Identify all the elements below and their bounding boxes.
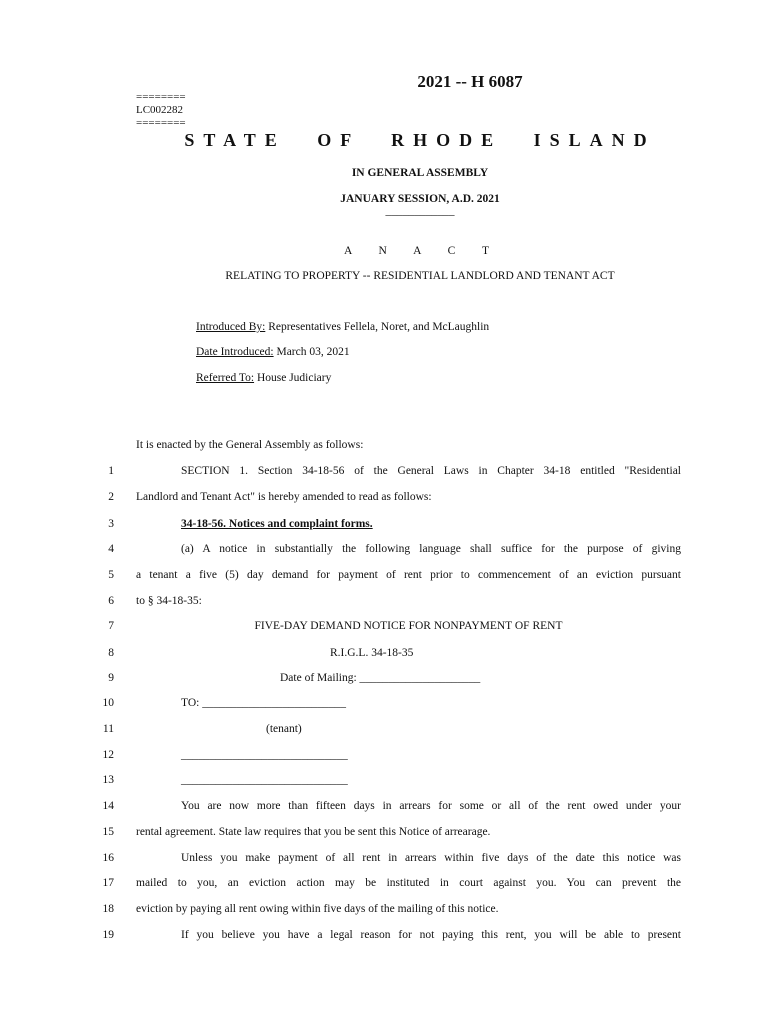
line-number: 6 bbox=[108, 595, 114, 607]
line-number: 17 bbox=[102, 877, 114, 889]
line-number: 18 bbox=[102, 903, 114, 915]
line-number: 8 bbox=[108, 647, 114, 659]
line-text: You are now more than fifteen days in arrears for some or all of the rent owed under your bbox=[181, 800, 681, 812]
line-number: 19 bbox=[102, 929, 114, 941]
line-text: to § 34-18-35: bbox=[136, 595, 202, 607]
introduced-by bbox=[196, 321, 489, 333]
line-number: 16 bbox=[102, 852, 114, 864]
line-number: 13 bbox=[102, 774, 114, 786]
address-blank: _____________________________ bbox=[181, 774, 348, 786]
line-text: rental agreement. State law requires that you be sent this Notice of arrearage. bbox=[136, 826, 491, 838]
state-heading: STATE OF RHODE ISLAND bbox=[184, 130, 656, 150]
line-number: 12 bbox=[102, 749, 114, 761]
line-text: eviction by paying all rent owing within five days of the mailing of this notice. bbox=[136, 903, 499, 915]
date-introduced bbox=[196, 346, 350, 358]
tenant-label: (tenant) bbox=[266, 723, 302, 735]
line-number: 7 bbox=[108, 620, 114, 632]
address-blank: _____________________________ bbox=[181, 749, 348, 761]
enacting-clause: It is enacted by the General Assembly as follows: bbox=[136, 439, 364, 451]
assembly-heading: IN GENERAL ASSEMBLY bbox=[351, 167, 489, 179]
line-text: mailed to you, an eviction action may be instituted in court against you. You can prevent the bbox=[136, 877, 681, 889]
introduced-by-value: Representatives Fellela, Noret, and McLaughlin bbox=[265, 321, 490, 333]
line-number: 2 bbox=[108, 491, 114, 503]
line-number: 10 bbox=[102, 697, 114, 709]
line-number: 5 bbox=[108, 569, 114, 581]
lc-number: LC002282 bbox=[136, 104, 184, 116]
line-text: Unless you make payment of all rent in arrears within five days of the date this notice was bbox=[181, 852, 681, 864]
section-heading: 34-18-56. Notices and complaint forms. bbox=[181, 518, 373, 530]
line-text: SECTION 1. Section 34-18-56 of the General Laws in Chapter 34-18 entitled "Residential bbox=[181, 465, 681, 477]
an-act-heading: A N A C T bbox=[344, 245, 496, 257]
referred-to bbox=[196, 372, 331, 384]
line-number: 4 bbox=[108, 543, 114, 555]
date-introduced-value: March 03, 2021 bbox=[273, 346, 350, 358]
act-subject: RELATING TO PROPERTY -- RESIDENTIAL LANDLORD AND TENANT ACT bbox=[225, 270, 615, 282]
introduced-by-label: Introduced By: bbox=[196, 321, 266, 333]
session-rule: ____________ bbox=[385, 205, 455, 217]
date-of-mailing-field: Date of Mailing: _____________________ bbox=[280, 672, 481, 684]
date-introduced-label: Date Introduced: bbox=[196, 346, 274, 358]
referred-to-label: Referred To: bbox=[196, 372, 255, 384]
line-number: 15 bbox=[102, 826, 114, 838]
line-number: 11 bbox=[102, 723, 114, 735]
rule-top: ======== bbox=[136, 91, 186, 103]
rule-bottom: ======== bbox=[136, 117, 186, 129]
notice-title: FIVE-DAY DEMAND NOTICE FOR NONPAYMENT OF RENT bbox=[254, 620, 563, 632]
line-text: If you believe you have a legal reason for not paying this rent, you will be able to present bbox=[181, 929, 681, 941]
statute-reference: R.I.G.L. 34-18-35 bbox=[330, 647, 414, 659]
line-text: a tenant a five (5) day demand for payment of rent prior to commencement of an eviction pursuant bbox=[136, 569, 681, 581]
line-number: 14 bbox=[102, 800, 114, 812]
line-number: 9 bbox=[108, 672, 114, 684]
line-text: (a) A notice in substantially the following language shall suffice for the purpose of giving bbox=[181, 543, 681, 555]
line-text: Landlord and Tenant Act" is hereby amended to read as follows: bbox=[136, 491, 432, 503]
referred-to-value: House Judiciary bbox=[254, 372, 332, 384]
bill-number: 2021 -- H 6087 bbox=[417, 72, 523, 91]
session-heading: JANUARY SESSION, A.D. 2021 bbox=[340, 193, 500, 205]
line-number: 1 bbox=[108, 465, 114, 477]
to-field: TO: _________________________ bbox=[181, 697, 346, 709]
line-number: 3 bbox=[108, 518, 114, 530]
